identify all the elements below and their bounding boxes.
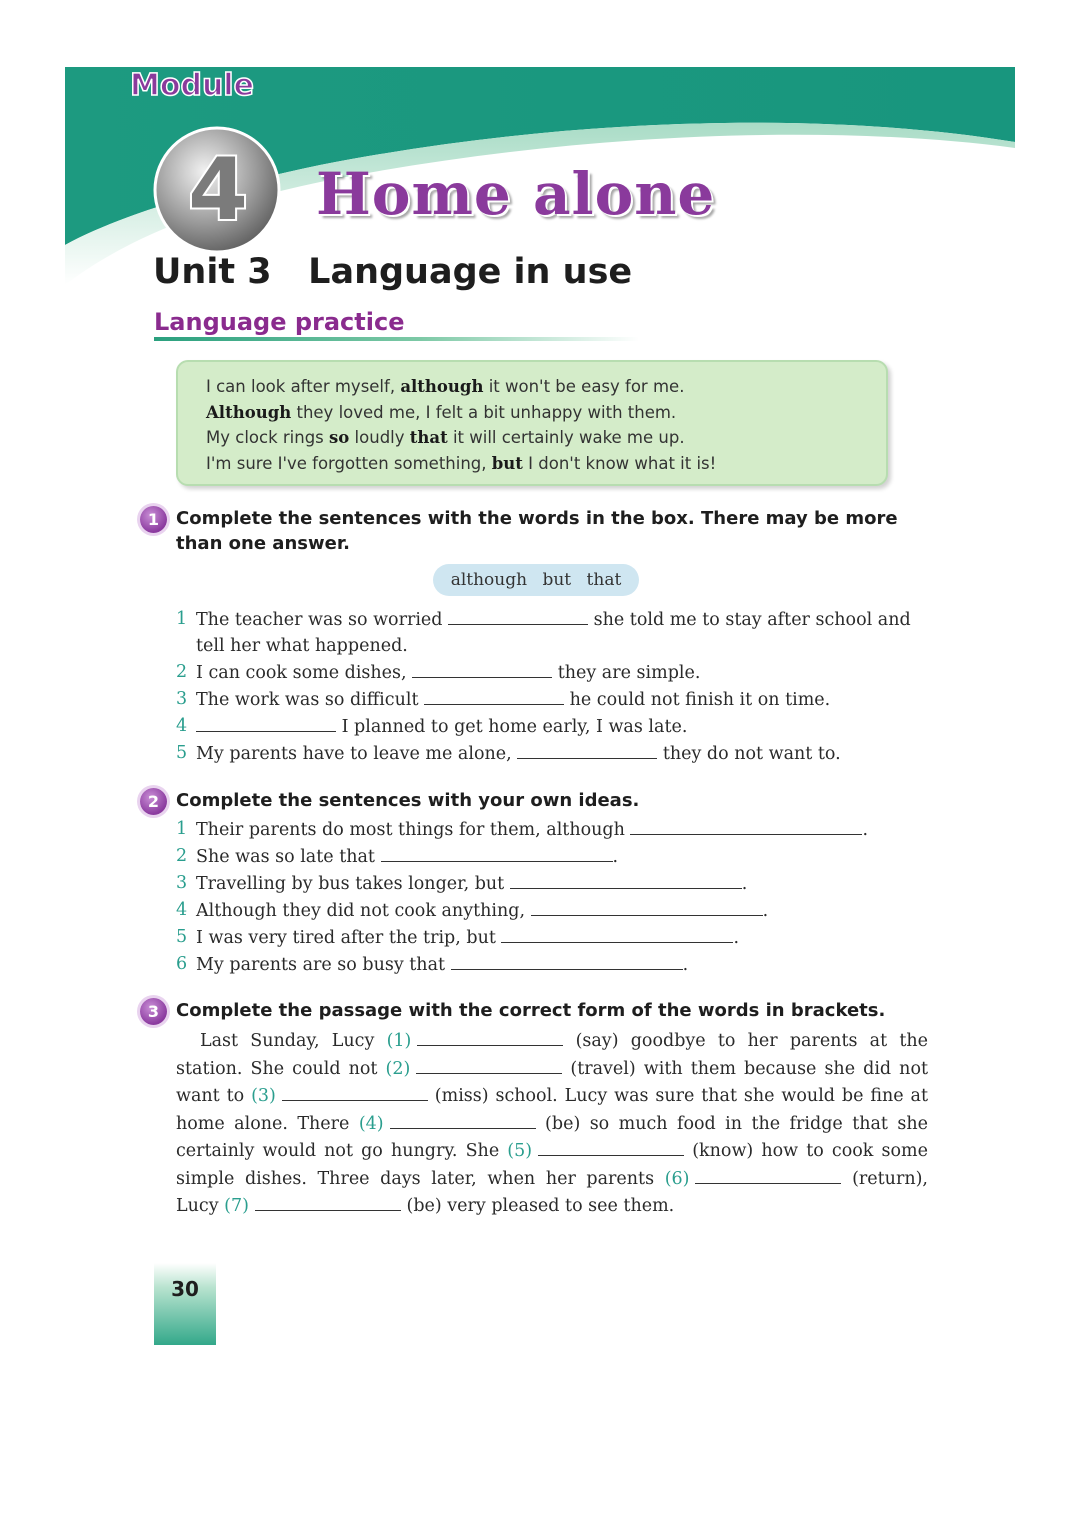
item-number: 3: [176, 873, 188, 893]
item-text: .: [612, 847, 619, 867]
item-number: 4: [176, 900, 188, 920]
exercise-1-instruction: Complete the sentences with the words in the box. There may be more than one answer.: [176, 508, 898, 554]
item-number: 2: [176, 846, 188, 866]
grammar-example-box: [176, 360, 888, 486]
grammar-text: it won't be easy for me.: [483, 377, 685, 396]
exercise-item: [176, 843, 928, 870]
blank-number: (4): [358, 1113, 384, 1134]
exercise-3-badge: 3: [140, 998, 167, 1025]
passage-text: (be) so much food in the fridge that she certainly would not go hungry. She: [176, 1113, 928, 1161]
passage-text: (know) how to cook some simple dishes. Three days later, when her parents: [176, 1141, 928, 1189]
grammar-keyword: Although: [206, 402, 292, 422]
grammar-text: I can look after myself,: [206, 377, 401, 396]
blank-number: (2): [385, 1058, 411, 1079]
exercise-2-instruction: Complete the sentences with your own ideas.: [176, 790, 640, 811]
item-number: 5: [176, 743, 188, 763]
item-text: My parents are so busy that: [196, 955, 451, 975]
blank-number: (3): [251, 1086, 276, 1106]
item-text: .: [762, 901, 769, 921]
grammar-text: I don't know what it is!: [522, 453, 717, 473]
blank-number: (6): [664, 1168, 690, 1189]
page-number: 30: [171, 1277, 199, 1301]
module-word: Module: [130, 68, 254, 103]
exercise-item: [176, 606, 928, 659]
passage-text: (travel) with them because she did not want to: [176, 1058, 929, 1106]
module-number: 4: [188, 140, 248, 240]
item-text: he could not finish it on time.: [564, 690, 831, 710]
exercise-2-list: [176, 816, 928, 978]
item-number: 2: [176, 662, 188, 682]
answer-blank[interactable]: [695, 1165, 841, 1184]
item-text: My parents have to leave me alone,: [196, 744, 518, 764]
answer-blank[interactable]: [531, 897, 763, 916]
item-text: The work was so difficult: [196, 690, 425, 710]
section-title: Language practice: [154, 308, 405, 336]
exercise-3-instruction: Complete the passage with the correct form of the words in brackets.: [176, 1000, 886, 1021]
exercise-2-badge: 2: [140, 788, 167, 815]
grammar-example-line: [206, 374, 886, 400]
page-tab: [154, 1263, 216, 1345]
grammar-example-line: [206, 425, 886, 451]
exercise-item: [176, 740, 928, 767]
grammar-text: they loved me, I felt a bit unhappy with them.: [291, 402, 677, 422]
grammar-keyword: although: [400, 377, 484, 396]
answer-blank[interactable]: [517, 740, 657, 759]
answer-blank[interactable]: [381, 843, 613, 862]
item-number: 5: [176, 927, 188, 947]
grammar-text: loudly: [349, 428, 410, 447]
grammar-text: I'm sure I've forgotten something,: [206, 453, 492, 473]
item-text: Travelling by bus takes longer, but: [196, 874, 510, 894]
unit-title: Unit 3 Language in use: [153, 252, 633, 292]
answer-blank[interactable]: [448, 606, 588, 625]
answer-blank[interactable]: [416, 1055, 562, 1074]
answer-blank[interactable]: [510, 870, 742, 889]
item-text: .: [741, 874, 748, 894]
item-text: she told me to stay after school and tell her what happened.: [196, 610, 911, 656]
answer-blank[interactable]: [255, 1192, 401, 1211]
exercise-3-passage: [176, 1027, 928, 1220]
word-box: although but that: [433, 564, 639, 596]
answer-blank[interactable]: [424, 686, 564, 705]
exercise-item: [176, 713, 928, 740]
grammar-example-line: [206, 451, 886, 477]
exercise-item: [176, 924, 928, 951]
answer-blank[interactable]: [282, 1082, 428, 1101]
answer-blank[interactable]: [630, 816, 862, 835]
exercise-item: [176, 816, 928, 843]
module-title: Home alone: [316, 160, 716, 228]
item-text: they do not want to.: [657, 744, 841, 764]
item-text: .: [862, 820, 869, 840]
grammar-keyword: so: [329, 428, 350, 447]
answer-blank[interactable]: [417, 1027, 563, 1046]
item-text: .: [682, 955, 689, 975]
item-number: 4: [176, 716, 188, 736]
exercise-item: [176, 951, 928, 978]
blank-number: (5): [507, 1141, 533, 1161]
item-text: Their parents do most things for them, although: [196, 820, 631, 840]
grammar-text: it will certainly wake me up.: [447, 428, 685, 447]
section-underline: [154, 337, 639, 341]
item-text: I can cook some dishes,: [196, 663, 413, 683]
exercise-item: [176, 897, 928, 924]
item-text: She was so late that: [196, 847, 381, 867]
item-text: I was very tired after the trip, but: [196, 928, 502, 948]
blank-number: (1): [386, 1031, 412, 1051]
answer-blank[interactable]: [196, 713, 336, 732]
exercise-item: [176, 659, 928, 686]
grammar-keyword: but: [491, 453, 523, 473]
answer-blank[interactable]: [501, 924, 733, 943]
passage-text: (return), Lucy: [176, 1168, 928, 1216]
blank-number: (7): [224, 1196, 249, 1216]
module-badge: [130, 68, 300, 255]
item-number: 6: [176, 954, 188, 974]
item-text: I planned to get home early, I was late.: [336, 717, 688, 737]
item-text: they are simple.: [552, 663, 701, 683]
item-text: The teacher was so worried: [196, 610, 449, 630]
grammar-text: My clock rings: [206, 428, 330, 447]
exercise-item: [176, 686, 928, 713]
exercise-1-badge: 1: [140, 506, 167, 533]
exercise-1-list: [176, 606, 928, 767]
exercise-item: [176, 870, 928, 897]
answer-blank[interactable]: [451, 951, 683, 970]
item-number: 1: [176, 819, 188, 839]
item-number: 3: [176, 689, 188, 709]
item-number: 1: [176, 609, 188, 629]
answer-blank[interactable]: [538, 1137, 684, 1156]
grammar-keyword: that: [409, 428, 448, 447]
passage-text: (be) very pleased to see them.: [400, 1196, 675, 1216]
grammar-example-line: [206, 400, 886, 426]
item-text: .: [733, 928, 740, 948]
passage-text: Last Sunday, Lucy: [200, 1031, 387, 1051]
passage-text: (miss) school. Lucy was sure that she would be fine at home alone. There: [176, 1086, 928, 1134]
answer-blank[interactable]: [412, 659, 552, 678]
answer-blank[interactable]: [390, 1110, 536, 1129]
passage-text: (say) goodbye to her parents at the station. She could not: [176, 1031, 928, 1079]
item-text: Although they did not cook anything,: [196, 901, 531, 921]
